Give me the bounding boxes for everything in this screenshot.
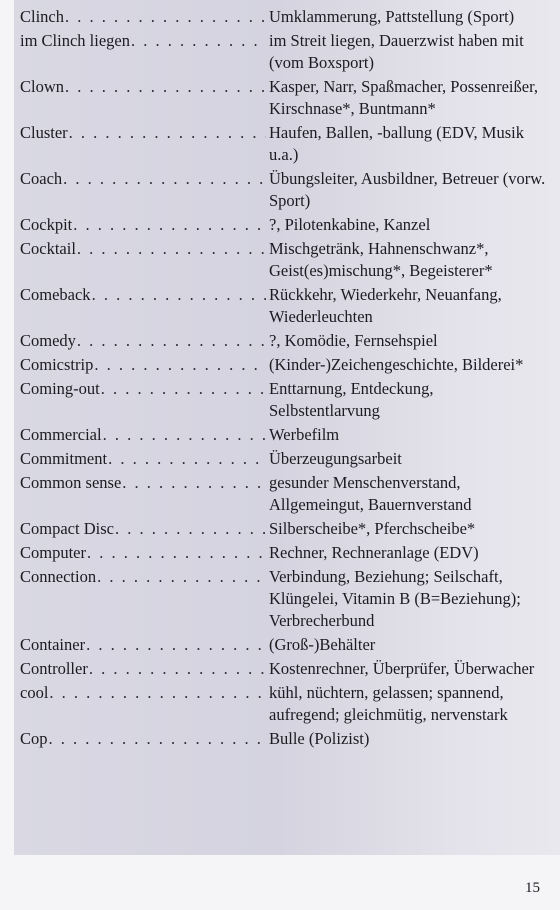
- entry-term-text: Comeback: [20, 285, 91, 304]
- dot-leader: [121, 472, 266, 494]
- entry-term: [14, 6, 266, 28]
- entry-definition: Übungsleiter, Ausbildner, Betreuer (vorw. Sport): [269, 169, 546, 210]
- entry-term: [14, 238, 266, 260]
- glossary-entry: [14, 330, 550, 352]
- entry-definition: Kostenrechner, Überprüfer, Überwacher: [269, 659, 535, 678]
- entry-term: [14, 542, 266, 564]
- entry-term-text: Container: [20, 635, 86, 654]
- dot-leader: [100, 378, 266, 400]
- dot-leader: [62, 168, 266, 190]
- dot-leader: [48, 728, 266, 750]
- entry-term-text: Compact Disc: [20, 519, 114, 538]
- glossary-entry: [14, 634, 550, 656]
- entry-definition: Haufen, Ballen, -ballung (EDV, Musik u.a.): [269, 123, 524, 164]
- entry-term-text: Coming-out: [20, 379, 100, 398]
- entry-term: [14, 448, 266, 470]
- dot-leader: [76, 238, 266, 260]
- entry-definition: Werbefilm: [269, 425, 340, 444]
- glossary-entry: [14, 728, 550, 750]
- glossary-entry: [14, 378, 550, 422]
- dot-leader: [91, 284, 266, 306]
- entry-term: [14, 634, 266, 656]
- dot-leader: [48, 682, 266, 704]
- entry-definition: gesunder Menschenverstand, Allgemeingut, Bauernverstand: [269, 473, 472, 514]
- entry-term: [14, 728, 266, 750]
- entry-term-text: Coach: [20, 169, 63, 188]
- entry-term-text: Clown: [20, 77, 65, 96]
- entry-term-text: im Clinch liegen: [20, 31, 130, 50]
- glossary-entry: [14, 354, 550, 376]
- dot-leader: [72, 214, 266, 236]
- entry-term: [14, 284, 266, 306]
- glossary-entry: [14, 472, 550, 516]
- entry-term-text: Common sense: [20, 473, 122, 492]
- entry-definition: (Groß-)Behälter: [269, 635, 376, 654]
- dot-leader: [68, 122, 266, 144]
- entry-term-text: Comicstrip: [20, 355, 94, 374]
- entry-definition: Enttarnung, Entdeckung, Selbstentlarvung: [269, 379, 434, 420]
- entry-term-text: Cop: [20, 729, 48, 748]
- dot-leader: [64, 76, 266, 98]
- glossary-entry: [14, 284, 550, 328]
- entry-definition: Überzeugungsarbeit: [269, 449, 402, 468]
- glossary-entry: [14, 518, 550, 540]
- entry-definition: Rückkehr, Wiederkehr, Neuanfang, Wiederleuchten: [269, 285, 502, 326]
- entry-term: [14, 682, 266, 704]
- glossary-entry: [14, 542, 550, 564]
- entry-term: [14, 566, 266, 588]
- entry-term: [14, 354, 266, 376]
- entry-term-text: cool: [20, 683, 49, 702]
- entry-term: [14, 658, 266, 680]
- entry-term: [14, 330, 266, 352]
- glossary-entry: [14, 424, 550, 446]
- dot-leader: [86, 542, 266, 564]
- entry-definition: Silberscheibe*, Pferchscheibe*: [269, 519, 476, 538]
- page-number: 15: [525, 880, 540, 896]
- glossary-entry: [14, 30, 550, 74]
- entry-term: [14, 472, 266, 494]
- entry-definition: ?, Pilotenkabine, Kanzel: [269, 215, 431, 234]
- dot-leader: [107, 448, 266, 470]
- entry-definition: Verbindung, Beziehung; Seilschaft, Klüngelei, Vitamin B (B=Beziehung); Verbrecherbund: [269, 567, 521, 630]
- dot-leader: [85, 634, 266, 656]
- entry-term-text: Commitment: [20, 449, 108, 468]
- entry-term-text: Computer: [20, 543, 86, 562]
- glossary-entry: [14, 682, 550, 726]
- entry-term-text: Connection: [20, 567, 97, 586]
- entry-term: [14, 518, 266, 540]
- entry-definition: Rechner, Rechneranlage (EDV): [269, 543, 479, 562]
- entry-term-text: Cocktail: [20, 239, 76, 258]
- entry-term-text: Cluster: [20, 123, 68, 142]
- entry-definition: ?, Komödie, Fernsehspiel: [269, 331, 438, 350]
- entry-term: [14, 168, 266, 190]
- glossary-entry: [14, 76, 550, 120]
- entry-definition: kühl, nüchtern, gelassen; spannend, aufregend; gleichmütig, nervenstark: [269, 683, 508, 724]
- dot-leader: [96, 566, 266, 588]
- entry-term: [14, 424, 266, 446]
- entry-definition: Kasper, Narr, Spaßmacher, Possenreißer, Kirschnase*, Buntmann*: [269, 77, 539, 118]
- dot-leader: [102, 424, 266, 446]
- glossary-entry: [14, 448, 550, 470]
- entry-term: [14, 76, 266, 98]
- entry-term: [14, 30, 266, 52]
- dot-leader: [130, 30, 266, 52]
- entry-term-text: Clinch: [20, 7, 64, 26]
- entry-term: [14, 378, 266, 400]
- entry-term-text: Controller: [20, 659, 88, 678]
- entry-term: [14, 214, 266, 236]
- glossary-list: [14, 6, 550, 752]
- glossary-entry: [14, 566, 550, 632]
- dot-leader: [114, 518, 266, 540]
- entry-term-text: Cockpit: [20, 215, 73, 234]
- glossary-entry: [14, 658, 550, 680]
- entry-term-text: Commercial: [20, 425, 102, 444]
- entry-term: [14, 122, 266, 144]
- entry-definition: Umklammerung, Pattstellung (Sport): [269, 7, 515, 26]
- entry-definition: Mischgetränk, Hahnenschwanz*, Geist(es)mischung*, Begeisterer*: [269, 239, 493, 280]
- glossary-entry: [14, 6, 550, 28]
- dot-leader: [64, 6, 266, 28]
- dot-leader: [88, 658, 266, 680]
- glossary-entry: [14, 214, 550, 236]
- dot-leader: [93, 354, 266, 376]
- glossary-entry: [14, 168, 550, 212]
- entry-definition: im Streit liegen, Dauerzwist haben mit (vom Boxsport): [269, 31, 524, 72]
- dot-leader: [76, 330, 266, 352]
- glossary-entry: [14, 122, 550, 166]
- entry-definition: (Kinder-)Zeichengeschichte, Bilderei*: [269, 355, 524, 374]
- entry-term-text: Comedy: [20, 331, 76, 350]
- entry-definition: Bulle (Polizist): [269, 729, 370, 748]
- glossary-entry: [14, 238, 550, 282]
